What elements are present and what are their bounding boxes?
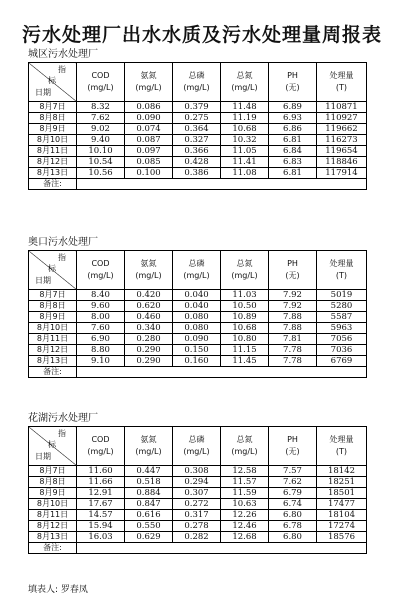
table-row [29, 124, 367, 135]
value-cell: 116273 [317, 135, 367, 146]
value-cell: 12.58 [221, 466, 269, 477]
value-cell: 0.420 [125, 290, 173, 301]
value-cell: 0.040 [173, 290, 221, 301]
diagonal-header-cell [29, 251, 77, 290]
value-cell: 6.80 [269, 510, 317, 521]
date-cell: 8月10日 [29, 323, 77, 334]
column-header [125, 63, 173, 102]
column-unit: (mg/L) [231, 271, 258, 280]
value-cell: 10.54 [77, 157, 125, 168]
value-cell: 5963 [317, 323, 367, 334]
filler-signature: 填表人: 罗春凤 [28, 585, 88, 595]
diagonal-header-label: 标 [48, 440, 56, 449]
value-cell: 7.78 [269, 345, 317, 356]
column-name: COD [91, 71, 110, 80]
column-name: PH [287, 71, 298, 80]
table-row [29, 510, 367, 521]
value-cell: 8.80 [77, 345, 125, 356]
value-cell: 15.94 [77, 521, 125, 532]
diagonal-header-label: 日期 [35, 88, 51, 97]
value-cell: 11.41 [221, 157, 269, 168]
value-cell: 0.460 [125, 312, 173, 323]
value-cell: 0.518 [125, 477, 173, 488]
value-cell: 0.160 [173, 356, 221, 367]
plant-section [28, 48, 366, 190]
value-cell: 12.46 [221, 521, 269, 532]
column-name: 总氮 [236, 435, 253, 444]
value-cell: 5280 [317, 301, 367, 312]
column-unit: (mg/L) [135, 271, 162, 280]
plant-name: 城区污水处理厂 [28, 49, 98, 60]
value-cell: 17477 [317, 499, 367, 510]
remark-label: 备注: [29, 179, 77, 190]
report-title: 污水处理厂出水水质及污水处理量周报表 [21, 24, 382, 46]
column-unit: (T) [335, 447, 348, 456]
value-cell: 0.150 [173, 345, 221, 356]
date-cell: 8月10日 [29, 499, 77, 510]
value-cell: 10.50 [221, 301, 269, 312]
column-header [269, 427, 317, 466]
value-cell: 17.67 [77, 499, 125, 510]
value-cell: 18251 [317, 477, 367, 488]
value-cell: 0.386 [173, 168, 221, 179]
value-cell: 110871 [317, 102, 367, 113]
diagonal-header-cell [29, 63, 77, 102]
column-unit: (无) [285, 447, 300, 456]
column-name: 总磷 [188, 435, 205, 444]
value-cell: 7056 [317, 334, 367, 345]
table-row [29, 301, 367, 312]
value-cell: 18576 [317, 532, 367, 543]
value-cell: 0.090 [125, 113, 173, 124]
value-cell: 7.88 [269, 323, 317, 334]
column-name: 总磷 [188, 71, 205, 80]
water-quality-table [28, 250, 367, 378]
value-cell: 6.89 [269, 102, 317, 113]
value-cell: 9.02 [77, 124, 125, 135]
date-cell: 8月8日 [29, 477, 77, 488]
value-cell: 17274 [317, 521, 367, 532]
value-cell: 0.100 [125, 168, 173, 179]
value-cell: 6.90 [77, 334, 125, 345]
column-header [77, 427, 125, 466]
table-header-row [29, 427, 367, 466]
table-row [29, 521, 367, 532]
value-cell: 5019 [317, 290, 367, 301]
value-cell: 110927 [317, 113, 367, 124]
value-cell: 14.57 [77, 510, 125, 521]
value-cell: 12.91 [77, 488, 125, 499]
value-cell: 0.366 [173, 146, 221, 157]
column-header [221, 63, 269, 102]
column-unit: (无) [285, 83, 300, 92]
date-cell: 8月12日 [29, 521, 77, 532]
water-quality-table [28, 62, 367, 190]
value-cell: 7.78 [269, 356, 317, 367]
value-cell: 7.60 [77, 323, 125, 334]
value-cell: 7.92 [269, 301, 317, 312]
value-cell: 0.317 [173, 510, 221, 521]
value-cell: 11.59 [221, 488, 269, 499]
date-cell: 8月10日 [29, 135, 77, 146]
value-cell: 118846 [317, 157, 367, 168]
value-cell: 11.57 [221, 477, 269, 488]
column-unit: (无) [285, 271, 300, 280]
date-cell: 8月9日 [29, 312, 77, 323]
value-cell: 0.087 [125, 135, 173, 146]
value-cell: 10.89 [221, 312, 269, 323]
value-cell: 0.086 [125, 102, 173, 113]
table-row [29, 135, 367, 146]
column-header [317, 427, 367, 466]
value-cell: 0.308 [173, 466, 221, 477]
date-cell: 8月7日 [29, 102, 77, 113]
value-cell: 0.447 [125, 466, 173, 477]
table-row [29, 102, 367, 113]
table-row [29, 488, 367, 499]
column-header [77, 251, 125, 290]
value-cell: 10.68 [221, 323, 269, 334]
table-row [29, 356, 367, 367]
column-header [221, 427, 269, 466]
table-header-row [29, 63, 367, 102]
value-cell: 11.19 [221, 113, 269, 124]
column-header [77, 63, 125, 102]
value-cell: 0.327 [173, 135, 221, 146]
column-name: 总氮 [236, 259, 253, 268]
column-name: 处理量 [329, 435, 354, 444]
column-header [173, 63, 221, 102]
column-name: 处理量 [329, 259, 354, 268]
value-cell: 6.78 [269, 521, 317, 532]
column-unit: (mg/L) [87, 447, 114, 456]
column-unit: (mg/L) [231, 447, 258, 456]
date-cell: 8月9日 [29, 488, 77, 499]
value-cell: 6.80 [269, 532, 317, 543]
column-name: COD [91, 259, 110, 268]
column-unit: (mg/L) [135, 447, 162, 456]
date-cell: 8月7日 [29, 466, 77, 477]
value-cell: 8.00 [77, 312, 125, 323]
diagonal-header-label: 日期 [35, 276, 51, 285]
value-cell: 0.379 [173, 102, 221, 113]
diagonal-header-label: 指 [58, 429, 66, 438]
value-cell: 0.097 [125, 146, 173, 157]
date-cell: 8月7日 [29, 290, 77, 301]
plant-section [28, 412, 366, 554]
diagonal-header-label: 标 [48, 264, 56, 273]
column-header [173, 251, 221, 290]
date-cell: 8月13日 [29, 168, 77, 179]
value-cell: 117914 [317, 168, 367, 179]
column-header [125, 427, 173, 466]
table-row [29, 334, 367, 345]
value-cell: 10.80 [221, 334, 269, 345]
table-row [29, 477, 367, 488]
value-cell: 0.080 [173, 312, 221, 323]
date-cell: 8月11日 [29, 510, 77, 521]
table-row [29, 312, 367, 323]
value-cell: 11.03 [221, 290, 269, 301]
value-cell: 0.307 [173, 488, 221, 499]
value-cell: 12.68 [221, 532, 269, 543]
value-cell: 7.88 [269, 312, 317, 323]
column-unit: (mg/L) [231, 83, 258, 92]
value-cell: 7.92 [269, 290, 317, 301]
remark-label: 备注: [29, 543, 77, 554]
table-row [29, 345, 367, 356]
value-cell: 0.290 [125, 345, 173, 356]
date-cell: 8月13日 [29, 356, 77, 367]
value-cell: 10.68 [221, 124, 269, 135]
plant-name: 奥口污水处理厂 [28, 237, 98, 248]
table-row [29, 499, 367, 510]
water-quality-table [28, 426, 367, 554]
date-cell: 8月11日 [29, 334, 77, 345]
value-cell: 12.26 [221, 510, 269, 521]
column-unit: (mg/L) [87, 271, 114, 280]
table-row [29, 466, 367, 477]
remark-row [29, 367, 367, 378]
table-header-row [29, 251, 367, 290]
value-cell: 6.81 [269, 135, 317, 146]
value-cell: 0.294 [173, 477, 221, 488]
value-cell: 10.32 [221, 135, 269, 146]
column-unit: (mg/L) [87, 83, 114, 92]
plant-section [28, 236, 366, 378]
value-cell: 7.81 [269, 334, 317, 345]
column-name: 总氮 [236, 71, 253, 80]
diagonal-header-label: 指 [58, 253, 66, 262]
value-cell: 0.040 [173, 301, 221, 312]
value-cell: 10.63 [221, 499, 269, 510]
remark-value [77, 179, 367, 190]
value-cell: 0.550 [125, 521, 173, 532]
column-name: PH [287, 435, 298, 444]
column-name: COD [91, 435, 110, 444]
value-cell: 119654 [317, 146, 367, 157]
date-cell: 8月12日 [29, 157, 77, 168]
diagonal-header-label: 指 [58, 65, 66, 74]
value-cell: 7.62 [269, 477, 317, 488]
date-cell: 8月12日 [29, 345, 77, 356]
table-row [29, 113, 367, 124]
column-header [317, 251, 367, 290]
value-cell: 6.84 [269, 146, 317, 157]
remark-value [77, 367, 367, 378]
column-header [173, 427, 221, 466]
column-header [125, 251, 173, 290]
plant-name: 花湖污水处理厂 [28, 413, 98, 424]
column-header [221, 251, 269, 290]
column-unit: (T) [335, 271, 348, 280]
value-cell: 16.03 [77, 532, 125, 543]
table-row [29, 532, 367, 543]
value-cell: 6.83 [269, 157, 317, 168]
date-cell: 8月9日 [29, 124, 77, 135]
value-cell: 5587 [317, 312, 367, 323]
value-cell: 0.616 [125, 510, 173, 521]
remark-row [29, 543, 367, 554]
value-cell: 0.340 [125, 323, 173, 334]
value-cell: 6.93 [269, 113, 317, 124]
value-cell: 11.15 [221, 345, 269, 356]
table-row [29, 157, 367, 168]
column-name: PH [287, 259, 298, 268]
value-cell: 8.40 [77, 290, 125, 301]
value-cell: 0.282 [173, 532, 221, 543]
table-row [29, 168, 367, 179]
column-header [317, 63, 367, 102]
value-cell: 6769 [317, 356, 367, 367]
value-cell: 7.62 [77, 113, 125, 124]
date-cell: 8月8日 [29, 113, 77, 124]
value-cell: 9.60 [77, 301, 125, 312]
value-cell: 10.56 [77, 168, 125, 179]
date-cell: 8月13日 [29, 532, 77, 543]
value-cell: 119662 [317, 124, 367, 135]
date-cell: 8月8日 [29, 301, 77, 312]
table-row [29, 323, 367, 334]
remark-label: 备注: [29, 367, 77, 378]
value-cell: 11.48 [221, 102, 269, 113]
column-unit: (mg/L) [183, 447, 210, 456]
value-cell: 0.272 [173, 499, 221, 510]
column-header [269, 63, 317, 102]
column-unit: (mg/L) [183, 83, 210, 92]
column-name: 氨氮 [140, 259, 157, 268]
column-name: 氨氮 [140, 435, 157, 444]
table-row [29, 290, 367, 301]
diagonal-header-label: 日期 [35, 452, 51, 461]
column-name: 处理量 [329, 71, 354, 80]
value-cell: 11.45 [221, 356, 269, 367]
remark-value [77, 543, 367, 554]
value-cell: 9.10 [77, 356, 125, 367]
value-cell: 18142 [317, 466, 367, 477]
remark-row [29, 179, 367, 190]
value-cell: 0.884 [125, 488, 173, 499]
value-cell: 11.60 [77, 466, 125, 477]
date-cell: 8月11日 [29, 146, 77, 157]
column-unit: (mg/L) [183, 271, 210, 280]
diagonal-header-label: 标 [48, 76, 56, 85]
value-cell: 7.57 [269, 466, 317, 477]
diagonal-header-cell [29, 427, 77, 466]
value-cell: 0.629 [125, 532, 173, 543]
value-cell: 0.090 [173, 334, 221, 345]
value-cell: 0.074 [125, 124, 173, 135]
value-cell: 0.847 [125, 499, 173, 510]
value-cell: 18104 [317, 510, 367, 521]
value-cell: 0.280 [125, 334, 173, 345]
value-cell: 0.364 [173, 124, 221, 135]
value-cell: 6.81 [269, 168, 317, 179]
value-cell: 0.290 [125, 356, 173, 367]
value-cell: 0.085 [125, 157, 173, 168]
value-cell: 0.620 [125, 301, 173, 312]
value-cell: 6.74 [269, 499, 317, 510]
column-name: 总磷 [188, 259, 205, 268]
column-unit: (mg/L) [135, 83, 162, 92]
value-cell: 11.08 [221, 168, 269, 179]
column-name: 氨氮 [140, 71, 157, 80]
value-cell: 8.32 [77, 102, 125, 113]
value-cell: 11.66 [77, 477, 125, 488]
column-unit: (T) [335, 83, 348, 92]
value-cell: 6.86 [269, 124, 317, 135]
value-cell: 18501 [317, 488, 367, 499]
table-row [29, 146, 367, 157]
value-cell: 10.10 [77, 146, 125, 157]
value-cell: 11.05 [221, 146, 269, 157]
value-cell: 0.428 [173, 157, 221, 168]
value-cell: 9.40 [77, 135, 125, 146]
value-cell: 7036 [317, 345, 367, 356]
column-header [269, 251, 317, 290]
value-cell: 0.275 [173, 113, 221, 124]
value-cell: 0.278 [173, 521, 221, 532]
value-cell: 0.080 [173, 323, 221, 334]
value-cell: 6.79 [269, 488, 317, 499]
